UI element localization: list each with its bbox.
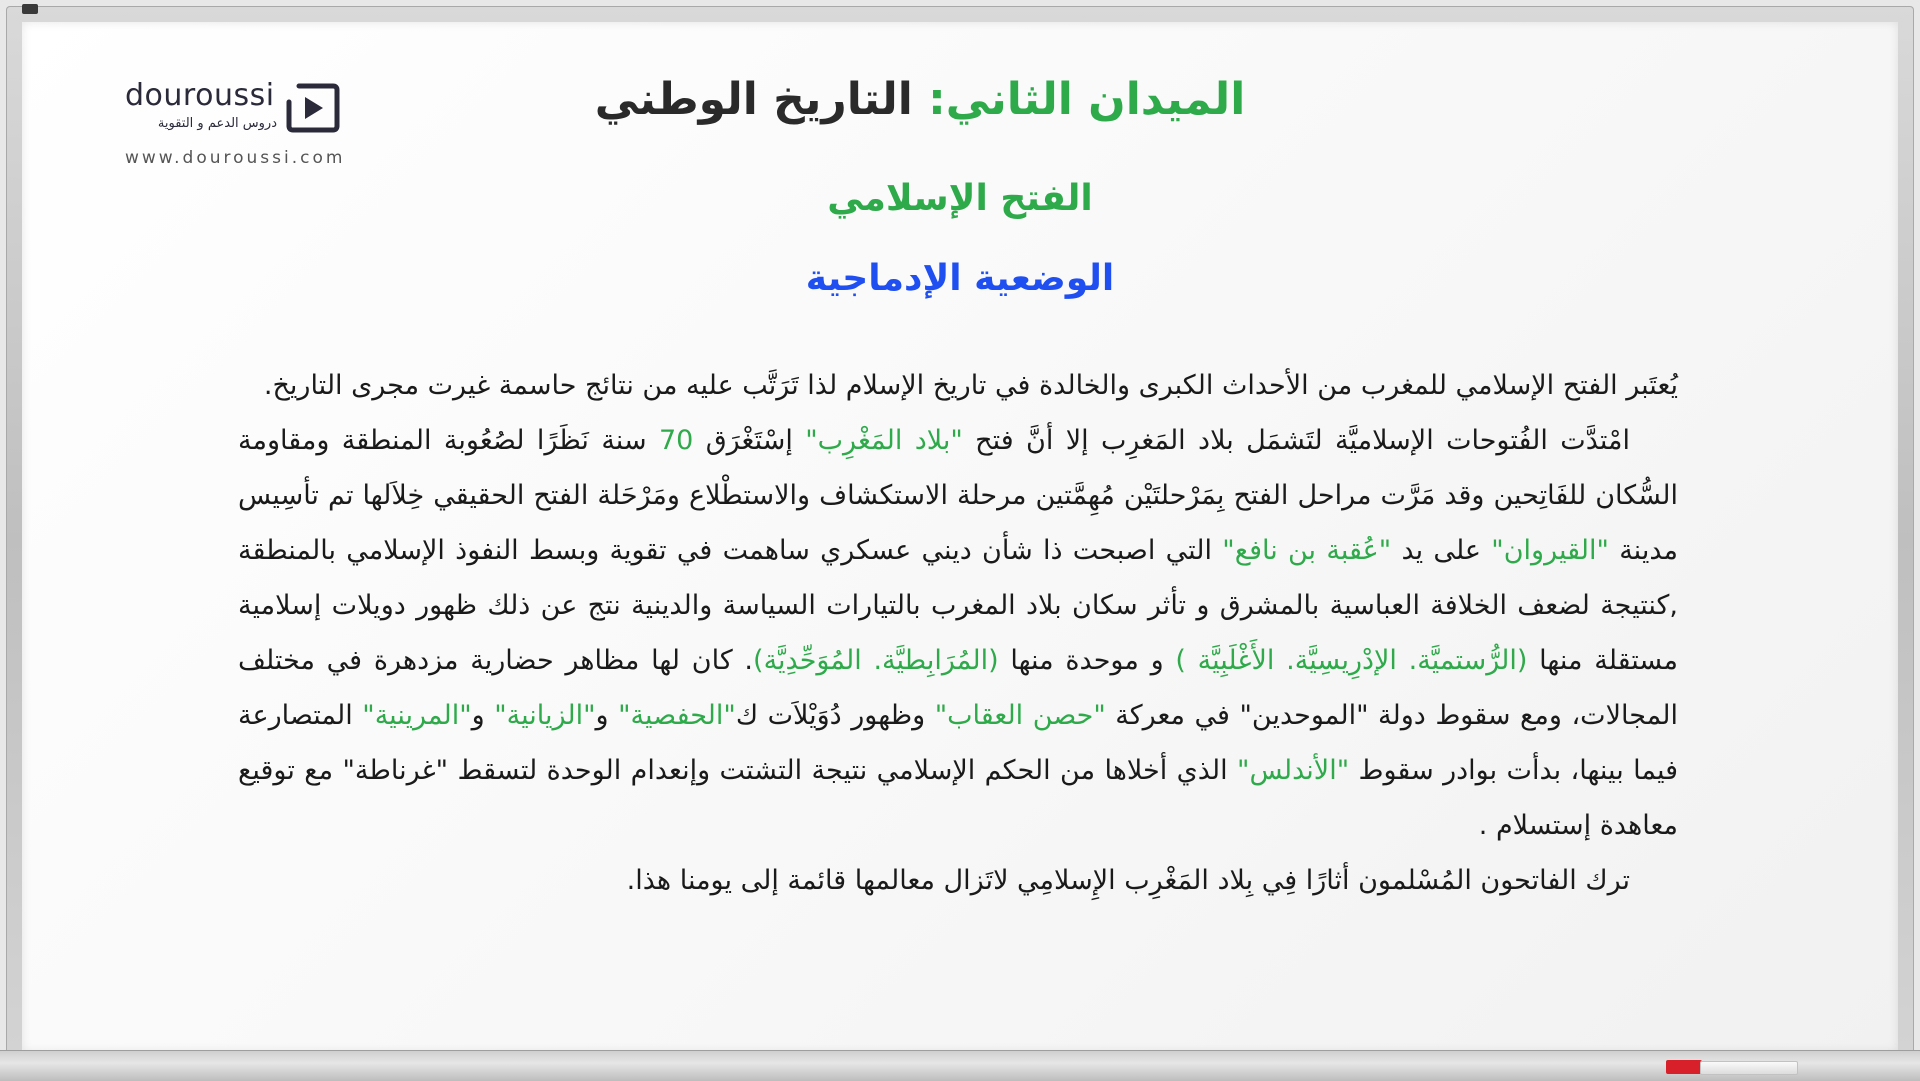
highlight-term: "بلاد المَغْرِب": [805, 425, 963, 456]
highlight-term: "الحفصية": [618, 700, 736, 731]
title-prefix: الميدان الثاني:: [928, 74, 1246, 125]
brand-name: douroussi: [125, 78, 275, 113]
lesson-body: [238, 358, 1678, 908]
text-segment: إسْتَغْرَق: [693, 425, 806, 456]
text-segment: المتصارعة فيما بينها، بدأت بوادر سقوط: [238, 700, 1678, 786]
play-icon: [285, 82, 341, 134]
highlight-term: (الرُّستميَّة. الإدْرِيسِيَّة. الأَغْلَبِيَّة ): [1175, 645, 1528, 676]
paragraph-conclusion: ترك الفاتحون المُسْلمون أثارًا فِي بِلاد المَغْرِب الإِسلامِي لاتَزال معالمها قائمة إلى يومنا هذا.: [626, 865, 1630, 896]
marker-body: [1700, 1061, 1798, 1075]
highlight-term: "عُقبة بن نافع": [1222, 535, 1392, 566]
page-title: [560, 70, 1280, 130]
highlight-term: "المرينية": [362, 700, 472, 731]
lesson-subtitle: الفتح الإسلامي: [827, 178, 1093, 219]
text-segment: و: [471, 700, 495, 731]
highlight-term: "القيروان": [1491, 535, 1609, 566]
text-segment: على يد: [1391, 535, 1492, 566]
text-segment: التي اصبحت ذا شأن ديني عسكري ساهمت في تقوية وبسط النفوذ الإسلامي بالمنطقة ,كنتيجة لضعف الخلافة العباسية بالمشرق و تأثر سكان بلاد المغرب بالتيارات السياسة والدينية نتج عن ذلك ظهور دويلات إسلامية مستقلة منها: [238, 535, 1678, 676]
paragraph-main: [238, 413, 1678, 853]
marker-cap: [1666, 1060, 1702, 1074]
text-segment: الذي أخلاها من الحكم الإسلامي نتيجة التشتت وإنعدام الوحدة لتسقط "غرناطة" مع توقيع معاهدة إستسلام .: [238, 755, 1678, 841]
paragraph-intro: يُعتَبر الفتح الإسلامي للمغرب من الأحداث الكبرى والخالدة في تاريخ الإسلام لذا تَرَتَّب عليه من نتائج حاسمة غيرت مجرى التاريخ.: [263, 370, 1678, 401]
brand-logo[interactable]: [125, 78, 405, 178]
highlight-term: (المُرَابِطيَّة. المُوَحِّدِيَّة): [753, 645, 999, 676]
brand-tagline: دروس الدعم و التقوية: [157, 116, 277, 131]
highlight-term: "الزيانية": [494, 700, 596, 731]
text-segment: و: [595, 700, 619, 731]
text-segment: . كان لها مظاهر حضارية مزدهرة في مختلف المجالات، ومع سقوط دولة "الموحدين" في معركة: [238, 645, 1678, 731]
marker-tray: [0, 1050, 1920, 1081]
highlight-term: "الأندلس": [1237, 755, 1350, 786]
brand-url[interactable]: www.douroussi.com: [125, 148, 346, 168]
text-segment: سنة نَظَرًا لصُعُوبة المنطقة ومقاومة السُّكان للفَاتِحين وقد مَرَّت مراحل الفتح بِمَرْحلتَيْن مُهِمَّتين مرحلة الاستكشاف والاستطْلاع ومَرْحَلة الفتح الحقيقي خِلاَلها تم تأسِيس مدينة: [238, 425, 1678, 566]
title-main: التاريخ الوطني: [594, 74, 929, 125]
text-segment: امْتدَّت الفُتوحات الإسلاميَّة لتَشمَل بلاد المَغرِب إلا أنَّ فتح: [962, 425, 1630, 456]
text-segment: وظهور دُوَيْلاَت ك: [735, 700, 935, 731]
text-segment: و موحدة منها: [998, 645, 1176, 676]
highlight-term: "حصن العقاب": [934, 700, 1106, 731]
highlight-number: 70: [658, 425, 694, 456]
section-heading: الوضعية الإدماجية: [805, 258, 1115, 299]
frame-corner-tag: [22, 4, 38, 14]
